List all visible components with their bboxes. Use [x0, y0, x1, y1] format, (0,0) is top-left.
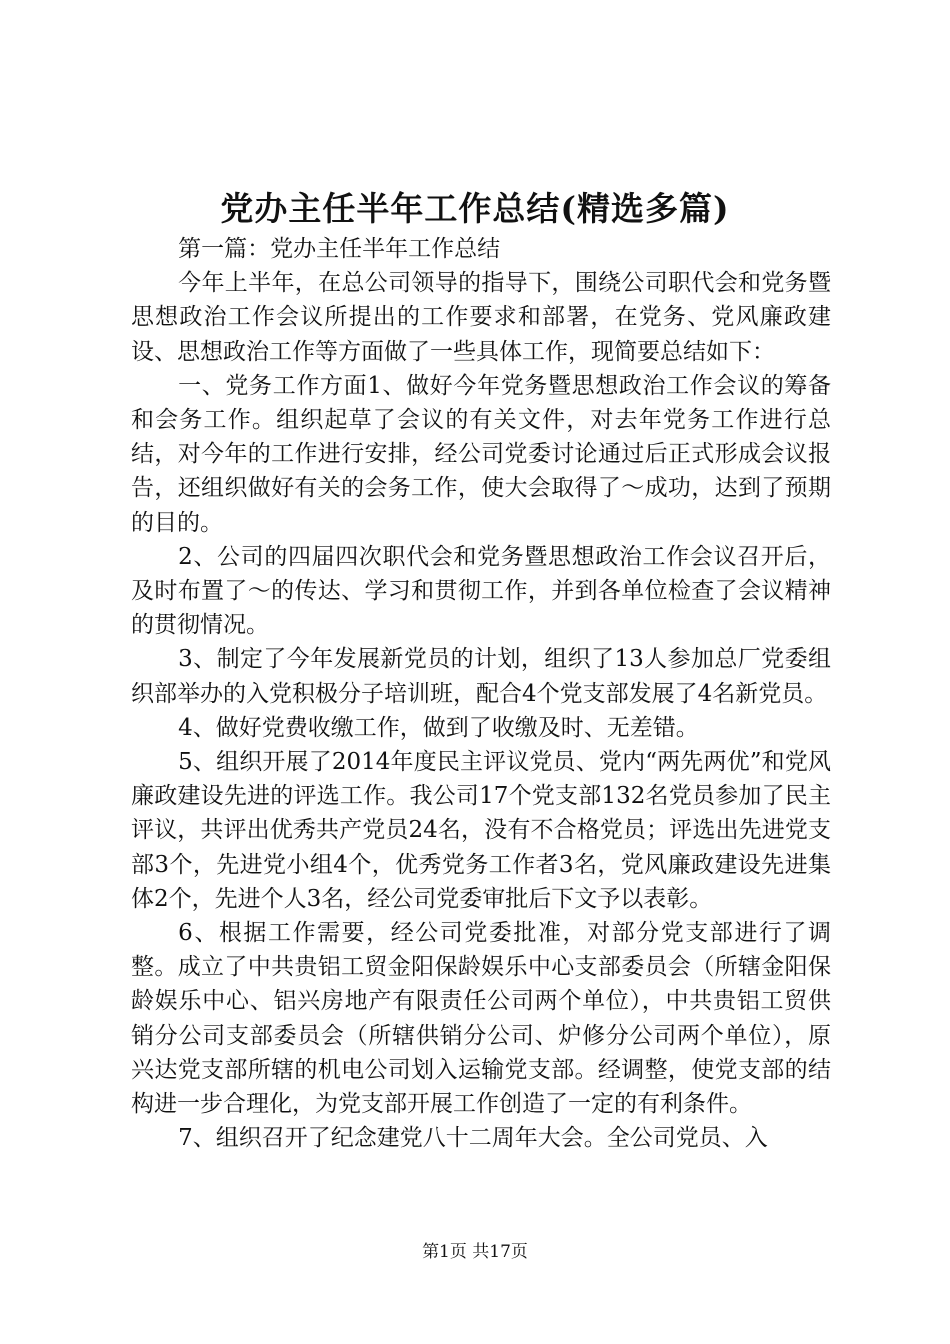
paragraph: 一、党务工作方面1、做好今年党务暨思想政治工作会议的筹备和会务工作。组织起草了会议的有关文件，对去年党务工作进行总结，对今年的工作进行安排，经公司党委讨论通过后正式形成会议报告，还组织做好有关的会务工作，使大会取得了～成功，达到了预期的目的。	[131, 372, 831, 536]
document-body	[131, 232, 831, 1155]
paragraph: 2、公司的四届四次职代会和党务暨思想政治工作会议召开后，及时布置了～的传达、学习和贯彻工作，并到各单位检查了会议精神的贯彻情况。	[131, 543, 831, 639]
section-heading: 第一篇：党办主任半年工作总结	[178, 236, 501, 262]
document-title: 党办主任半年工作总结(精选多篇)	[220, 189, 730, 228]
page-number-footer: 第1页 共17页	[422, 1242, 528, 1262]
paragraph: 5、组织开展了2014年度民主评议党员、党内“两先两优”和党风廉政建设先进的评选工作。我公司17个党支部132名党员参加了民主评议，共评出优秀共产党员24名，没有不合格党员；评选出先进党支部3个，先进党小组4个，优秀党务工作者3名，党风廉政建设先进集体2个，先进个人3名，经公司党委审批后下文予以表彰。	[131, 749, 831, 912]
paragraph: 3、制定了今年发展新党员的计划，组织了13人参加总厂党委组织部举办的入党积极分子培训班，配合4个党支部发展了4名新党员。	[131, 646, 831, 707]
paragraph: 7、组织召开了纪念建党八十二周年大会。全公司党员、入	[178, 1125, 768, 1152]
paragraph: 6、根据工作需要，经公司党委批准，对部分党支部进行了调整。成立了中共贵铝工贸金阳保龄娱乐中心支部委员会（所辖金阳保龄娱乐中心、铝兴房地产有限责任公司两个单位），中共贵铝工贸供销分公司支部委员会（所辖供销分公司、炉修分公司两个单位），原兴达党支部所辖的机电公司划入运输党支部。经调整，使党支部的结构进一步合理化，为党支部开展工作创造了一定的有利条件。	[131, 920, 831, 1118]
paragraph: 今年上半年，在总公司领导的指导下，围绕公司职代会和党务暨思想政治工作会议所提出的工作要求和部署，在党务、党风廉政建设、思想政治工作等方面做了一些具体工作，现简要总结如下：	[131, 270, 831, 365]
paragraph: 4、做好党费收缴工作，做到了收缴及时、无差错。	[178, 714, 699, 741]
